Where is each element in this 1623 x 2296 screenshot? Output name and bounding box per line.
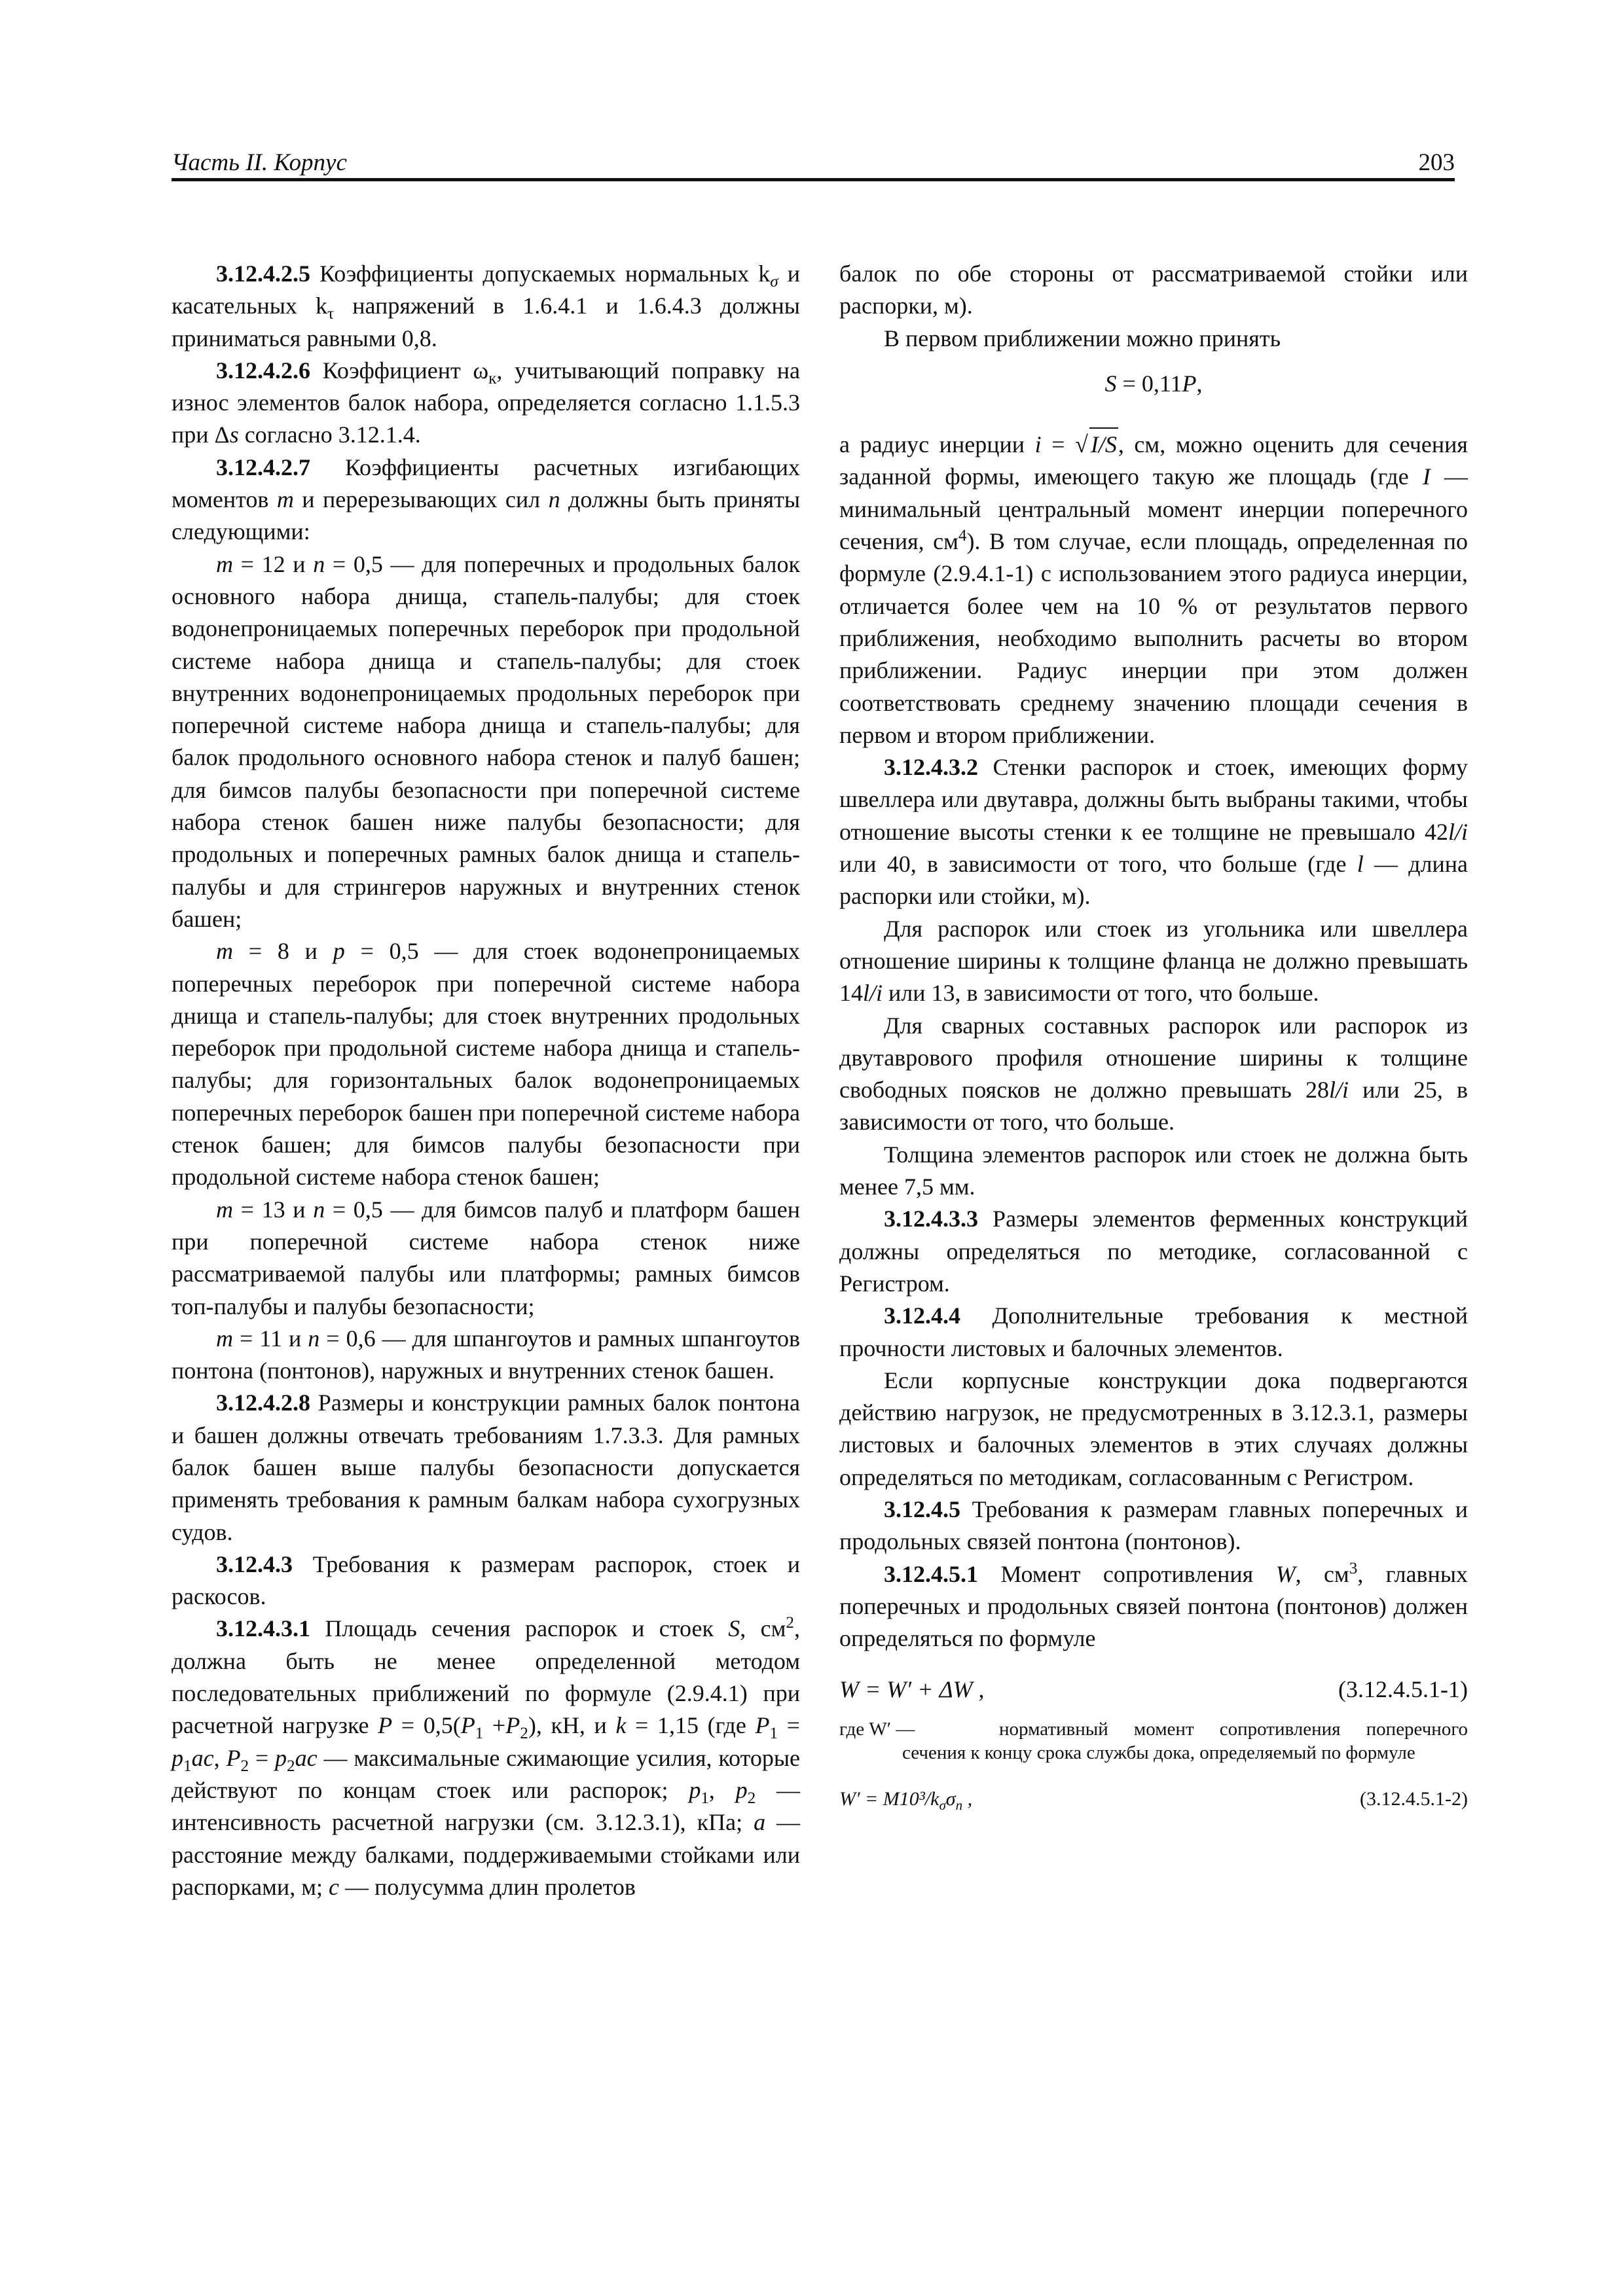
paragraph-3-12-4-2-7: 3.12.4.2.7 Коэффициенты расчетных изгибающих моментов m и перерезывающих сил n должны быть приняты следующими: xyxy=(172,454,801,545)
paragraph-3-12-4-3-3: 3.12.4.3.3 Размеры элементов ферменных конструкций должны определяться по методике, согласованной с Регистром. xyxy=(839,1206,1468,1297)
formula-number: (3.12.4.5.1-2) xyxy=(1360,1788,1468,1810)
paragraph-3-12-4-3: 3.12.4.3 Требования к размерам распорок, стоек и раскосов. xyxy=(172,1551,800,1610)
right-column xyxy=(839,258,1468,1814)
left-column xyxy=(172,258,800,1903)
paragraph-3-12-4-3-1: 3.12.4.3.1 Площадь сечения распорок и стоек S, $см^2$, должна быть не менее определенной методом последовательных приближений по формуле (2.9.4.1) при расчетной нагрузке $P = 0,5(P_1 +P_2)$, кН, и k = 1,15 (где $P_1 = p_1ac$, $P_2 = p_2ac$ — максимальные сжимающие усилия, которые действуют по концам стоек или распорок; $p_1$, $p_2$ — интенсивность расчетной нагрузки (см. 3.12.3.1), кПа; a — расстояние между балками, поддерживаемыми стойками или распорками, м; c — полусумма длин пролетов xyxy=(172,1614,801,1900)
formula-expression: $W' = M10^3/k_\sigma\sigma_n$ , xyxy=(839,1788,973,1814)
coefficient-case-m13: m = 13 и n = 0,5 — для бимсов палуб и платформ башен при поперечной системе набора стенок ниже рассматриваемой палубы или платформы; рамных бимсов топ-палубы и палубы безопасности; xyxy=(172,1196,800,1319)
paragraph-continuation: балок по обе стороны от рассматриваемой стойки или распорки, м). xyxy=(839,260,1468,319)
formula-expression: W = W′ + ΔW , xyxy=(839,1676,985,1703)
paragraph-3-12-4-4: 3.12.4.4 Дополнительные требования к местной прочности листовых и балочных элементов. xyxy=(839,1302,1468,1361)
paragraph-additional-loads: Если корпусные конструкции дока подвергаются действию нагрузок, не предусмотренных в 3.12.3.1, размеры листовых и балочных элементов в этих случаях должны определяться по методикам, согласованным с Регистром. xyxy=(839,1367,1468,1490)
paragraph-3-12-4-2-5: 3.12.4.2.5 Коэффициенты допускаемых нормальных $k_\sigma$ и касательных $k_\tau$ напряжений в 1.6.4.1 и 1.6.4.3 должны приниматься равными 0,8. xyxy=(172,260,801,351)
page-number: 203 xyxy=(1418,149,1455,176)
paragraph-3-12-4-5: 3.12.4.5 Требования к размерам главных поперечных и продольных связей понтона (понтонов). xyxy=(839,1496,1468,1555)
paragraph-welded-struts: Для сварных составных распорок или распорок из двутаврового профиля отношение ширины к толщине свободных поясков не должно превышать 28l/i или 25, в зависимости от того, что больше. xyxy=(839,1012,1468,1136)
coefficient-case-m8: m = 8 и p = 0,5 — для стоек водонепроницаемых поперечных переборок при поперечной системе набора днища и стапель-палубы; для стоек внутренних продольных переборок при продольной системе набора днища и стапель-палубы; для горизонтальных балок водонепроницаемых поперечных переборок башен при поперечной системе набора стенок башен; для бимсов палубы безопасности при продольной системе набора стенок башен; xyxy=(172,938,800,1191)
formula-3-12-4-5-1-2 xyxy=(839,1784,1468,1814)
coefficient-case-m11: m = 11 и n = 0,6 — для шпангоутов и рамных шпангоутов понтона (понтонов), наружных и внутренних стенок башен. xyxy=(172,1325,801,1384)
legend-symbol: где W′ — xyxy=(839,1719,915,1740)
paragraph-radius-of-inertia: а радиус инерции i = √ I/S, см, можно оценить для сечения заданной формы, имеющего такую же площадь (где I — минимальный центральный момент инерции поперечного сечения, $см^4$). В том случае, если площадь, определенная по формуле (2.9.4.1-1) с использованием этого радиуса инерции, отличается более чем на 10 % от результатов первого приближения, необходимо выполнить расчеты во втором приближении. Радиус инерции при этом должен соответствовать среднему значению площади сечения в первом и втором приближении. xyxy=(839,427,1468,751)
formula-area-estimate: S = 0,11P, xyxy=(1104,370,1203,397)
sqrt-symbol: √ xyxy=(1075,431,1088,458)
paragraph-3-12-4-2-8: 3.12.4.2.8 Размеры и конструкции рамных балок понтона и башен должны отвечать требованиям 1.7.3.3. Для рамных балок башен выше палубы безопасности допускается применять требования к рамным балкам набора сухогрузных судов. xyxy=(172,1390,800,1545)
paragraph-3-12-4-3-2: 3.12.4.3.2 Стенки распорок и стоек, имеющих форму швеллера или двутавра, должны быть выбраны такими, чтобы отношение высоты стенки к ее толщине не превышало 42l/i или 40, в зависимости от того, что больше (где l — длина распорки или стойки, м). xyxy=(839,754,1468,910)
formula-number: (3.12.4.5.1-1) xyxy=(1338,1676,1468,1703)
paragraph-first-approximation: В первом приближении можно принять xyxy=(884,325,1281,351)
header-rule xyxy=(172,178,1455,181)
coefficient-case-m12: m = 12 и n = 0,5 — для поперечных и продольных балок основного набора днища, стапель-палубы; для стоек водонепроницаемых поперечных переборок при продольной системе набора днища и стапель-палубы; для стоек внутренних водонепроницаемых продольных переборок при поперечной системе набора днища и стапель-палубы; для балок продольного основного набора стенок и палуб башен; для бимсов палубы безопасности при поперечной системе набора стенок башен ниже палубы безопасности; для продольных и поперечных рамных балок днища и стапель-палубы и для стрингеров наружных и внутренних стенок башен; xyxy=(172,550,800,932)
paragraph-3-12-4-2-6: 3.12.4.2.6 Коэффициент $\omega_к$, учитывающий поправку на износ элементов балок набора, определяется согласно 1.1.5.3 при Δs согласно 3.12.1.4. xyxy=(172,357,801,448)
running-header xyxy=(172,148,1455,178)
formula-legend xyxy=(839,1717,1468,1765)
paragraph-min-thickness: Толщина элементов распорок или стоек не должна быть менее 7,5 мм. xyxy=(839,1141,1468,1200)
formula-3-12-4-5-1-1 xyxy=(839,1670,1468,1708)
legend-text: нормативный момент сопротивления поперечного сечения к концу срока службы дока, определяемый по формуле xyxy=(902,1719,1468,1764)
paragraph-angle-channel: Для распорок или стоек из угольника или швеллера отношение ширины к толщине фланца не должно превышать 14l/i или 13, в зависимости от того, что больше. xyxy=(839,915,1468,1007)
paragraph-3-12-4-5-1: 3.12.4.5.1 Момент сопротивления W, $см^3$, главных поперечных и продольных связей понтона (понтонов) должен определяться по формуле xyxy=(839,1559,1468,1652)
section-title: Часть II. Корпус xyxy=(172,149,347,176)
